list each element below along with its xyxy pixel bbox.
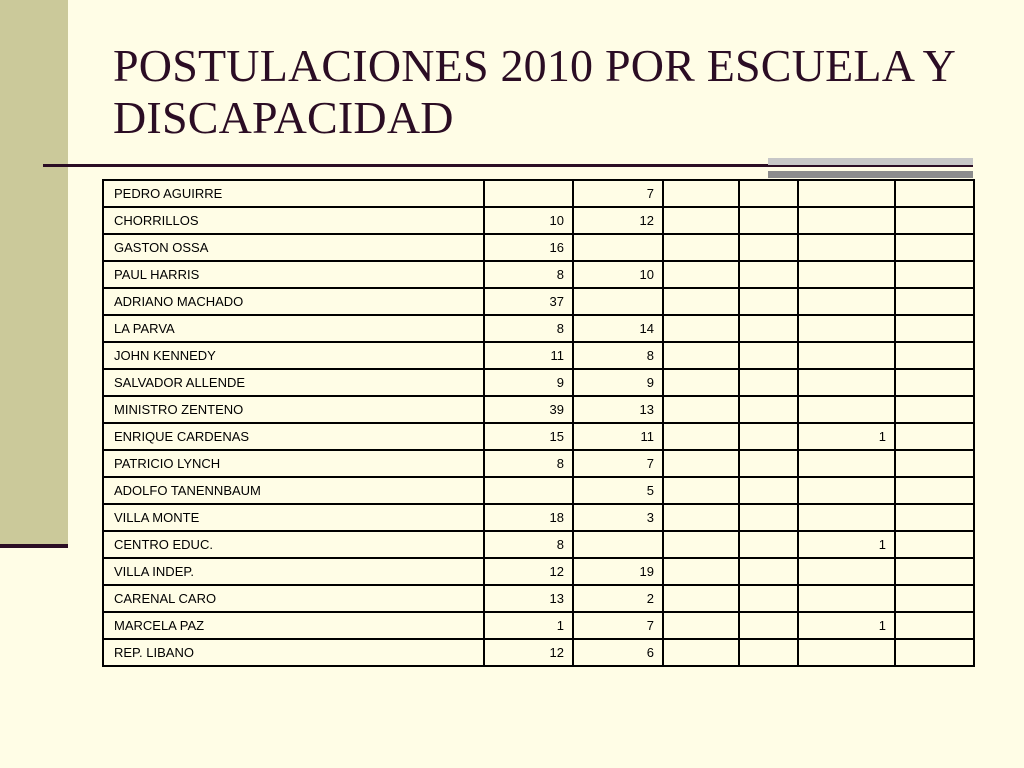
value-cell <box>895 558 974 585</box>
school-name-cell: ADRIANO MACHADO <box>103 288 484 315</box>
value-cell: 12 <box>573 207 663 234</box>
value-cell <box>739 558 798 585</box>
school-name-cell: PATRICIO LYNCH <box>103 450 484 477</box>
value-cell <box>739 450 798 477</box>
value-cell <box>739 288 798 315</box>
value-cell <box>663 315 739 342</box>
value-cell: 9 <box>484 369 573 396</box>
value-cell <box>895 450 974 477</box>
value-cell: 2 <box>573 585 663 612</box>
value-cell <box>798 207 895 234</box>
value-cell <box>798 504 895 531</box>
value-cell: 6 <box>573 639 663 666</box>
value-cell <box>739 261 798 288</box>
value-cell <box>798 558 895 585</box>
value-cell <box>895 180 974 207</box>
value-cell <box>798 342 895 369</box>
value-cell: 1 <box>798 531 895 558</box>
value-cell <box>895 612 974 639</box>
value-cell: 16 <box>484 234 573 261</box>
table-row <box>103 180 974 207</box>
value-cell <box>663 585 739 612</box>
sidebar-decoration <box>0 0 68 546</box>
value-cell <box>739 531 798 558</box>
value-cell: 19 <box>573 558 663 585</box>
value-cell <box>663 504 739 531</box>
value-cell: 12 <box>484 639 573 666</box>
value-cell <box>663 288 739 315</box>
value-cell: 10 <box>573 261 663 288</box>
value-cell <box>739 342 798 369</box>
value-cell <box>895 639 974 666</box>
postulaciones-table <box>102 179 975 667</box>
value-cell: 8 <box>573 342 663 369</box>
value-cell: 7 <box>573 612 663 639</box>
value-cell <box>895 396 974 423</box>
value-cell <box>798 315 895 342</box>
value-cell: 1 <box>484 612 573 639</box>
value-cell: 11 <box>573 423 663 450</box>
value-cell <box>663 531 739 558</box>
value-cell <box>663 450 739 477</box>
value-cell: 15 <box>484 423 573 450</box>
value-cell <box>798 288 895 315</box>
value-cell: 9 <box>573 369 663 396</box>
value-cell <box>739 369 798 396</box>
value-cell: 8 <box>484 261 573 288</box>
value-cell: 37 <box>484 288 573 315</box>
value-cell: 12 <box>484 558 573 585</box>
school-name-cell: LA PARVA <box>103 315 484 342</box>
school-name-cell: REP. LIBANO <box>103 639 484 666</box>
value-cell <box>895 531 974 558</box>
accent-bar-light <box>768 158 973 165</box>
value-cell: 1 <box>798 423 895 450</box>
value-cell: 5 <box>573 477 663 504</box>
value-cell <box>739 234 798 261</box>
value-cell: 8 <box>484 315 573 342</box>
school-name-cell: MARCELA PAZ <box>103 612 484 639</box>
value-cell <box>798 234 895 261</box>
value-cell: 13 <box>573 396 663 423</box>
value-cell <box>739 612 798 639</box>
school-name-cell: SALVADOR ALLENDE <box>103 369 484 396</box>
sidebar-underline <box>0 544 68 548</box>
value-cell <box>739 504 798 531</box>
value-cell <box>739 423 798 450</box>
value-cell: 18 <box>484 504 573 531</box>
value-cell: 11 <box>484 342 573 369</box>
school-name-cell: VILLA INDEP. <box>103 558 484 585</box>
value-cell <box>663 369 739 396</box>
table-row <box>103 396 974 423</box>
value-cell <box>663 234 739 261</box>
value-cell <box>573 531 663 558</box>
table-row <box>103 450 974 477</box>
table-row <box>103 288 974 315</box>
table-row <box>103 477 974 504</box>
value-cell: 3 <box>573 504 663 531</box>
table-row <box>103 369 974 396</box>
value-cell: 13 <box>484 585 573 612</box>
value-cell <box>663 612 739 639</box>
value-cell <box>739 207 798 234</box>
value-cell <box>663 261 739 288</box>
value-cell <box>484 180 573 207</box>
table-row <box>103 234 974 261</box>
value-cell <box>895 423 974 450</box>
value-cell <box>798 396 895 423</box>
value-cell <box>739 396 798 423</box>
value-cell <box>739 477 798 504</box>
value-cell <box>573 288 663 315</box>
value-cell: 7 <box>573 180 663 207</box>
table-row <box>103 558 974 585</box>
value-cell <box>895 315 974 342</box>
value-cell <box>895 261 974 288</box>
value-cell <box>484 477 573 504</box>
school-name-cell: CARENAL CARO <box>103 585 484 612</box>
value-cell <box>798 369 895 396</box>
value-cell <box>739 639 798 666</box>
value-cell <box>663 342 739 369</box>
table-row <box>103 261 974 288</box>
value-cell <box>798 261 895 288</box>
table-row <box>103 504 974 531</box>
school-name-cell: CHORRILLOS <box>103 207 484 234</box>
table-row <box>103 585 974 612</box>
school-name-cell: ENRIQUE CARDENAS <box>103 423 484 450</box>
value-cell <box>895 504 974 531</box>
value-cell <box>895 234 974 261</box>
school-name-cell: VILLA MONTE <box>103 504 484 531</box>
value-cell <box>895 477 974 504</box>
value-cell <box>663 207 739 234</box>
school-name-cell: CENTRO EDUC. <box>103 531 484 558</box>
value-cell <box>663 423 739 450</box>
value-cell: 1 <box>798 612 895 639</box>
value-cell <box>663 477 739 504</box>
value-cell <box>573 234 663 261</box>
value-cell: 8 <box>484 450 573 477</box>
school-name-cell: MINISTRO ZENTENO <box>103 396 484 423</box>
school-name-cell: PAUL HARRIS <box>103 261 484 288</box>
table-row <box>103 315 974 342</box>
value-cell <box>798 477 895 504</box>
school-name-cell: JOHN KENNEDY <box>103 342 484 369</box>
value-cell <box>895 585 974 612</box>
value-cell: 7 <box>573 450 663 477</box>
value-cell <box>663 396 739 423</box>
value-cell <box>895 288 974 315</box>
value-cell <box>739 180 798 207</box>
accent-bar-dark <box>768 171 973 178</box>
value-cell <box>895 369 974 396</box>
value-cell <box>663 558 739 585</box>
table-row <box>103 531 974 558</box>
table-row <box>103 639 974 666</box>
table-body <box>103 180 974 666</box>
value-cell <box>895 207 974 234</box>
slide-title: POSTULACIONES 2010 POR ESCUELA Y DISCAPACIDAD <box>113 40 955 143</box>
value-cell <box>798 639 895 666</box>
value-cell: 14 <box>573 315 663 342</box>
school-name-cell: GASTON OSSA <box>103 234 484 261</box>
school-name-cell: PEDRO AGUIRRE <box>103 180 484 207</box>
table-row <box>103 342 974 369</box>
value-cell <box>895 342 974 369</box>
value-cell <box>798 450 895 477</box>
table-row <box>103 612 974 639</box>
value-cell: 8 <box>484 531 573 558</box>
school-name-cell: ADOLFO TANENNBAUM <box>103 477 484 504</box>
value-cell: 39 <box>484 396 573 423</box>
value-cell <box>739 315 798 342</box>
value-cell <box>663 639 739 666</box>
value-cell <box>798 585 895 612</box>
value-cell <box>798 180 895 207</box>
value-cell <box>739 585 798 612</box>
value-cell <box>663 180 739 207</box>
table-row <box>103 423 974 450</box>
table-row <box>103 207 974 234</box>
value-cell: 10 <box>484 207 573 234</box>
